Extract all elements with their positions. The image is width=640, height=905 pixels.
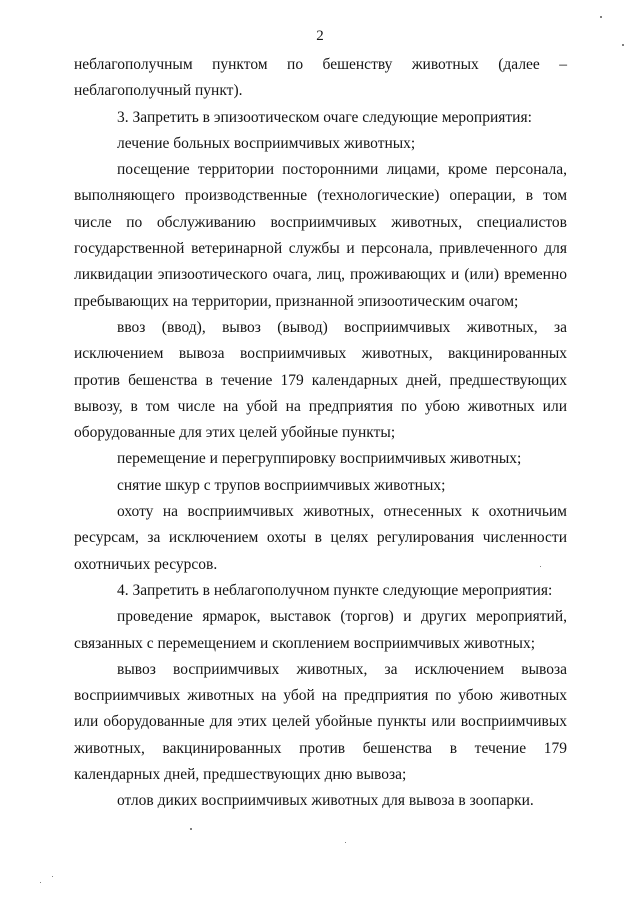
scan-speck bbox=[345, 842, 346, 843]
paragraph-removal-ban: вывоз восприимчивых животных, за исключением вывоза восприимчивых животных на убой на предприятия по убою животных или оборудованные для этих целей убойные пункты или восприимчивых животных, вакцинированных против бешенства в течение 179 календарных дней, предшествующих дню вывоза; bbox=[74, 660, 567, 784]
paragraph-visit-ban: посещение территории посторонними лицами, кроме персонала, выполняющего производственные (технологические) операции, в том числе по обслуживанию восприимчивых животных, специалистов государственной ветеринарной службы и персонала, привлеченного для ликвидации эпизоотического очага, лиц, проживающих и (или) временно пребывающих на территории, признанной эпизоотическим очагом; bbox=[74, 161, 567, 310]
paragraph-intro-continuation: неблагополучным пунктом по бешенству животных (далее – неблагополучный пункт). bbox=[74, 56, 567, 100]
document-body bbox=[74, 52, 567, 815]
paragraph-item-3-heading: 3. Запретить в эпизоотическом очаге следующие мероприятия: bbox=[117, 108, 532, 126]
scan-speck bbox=[540, 566, 541, 567]
paragraph-hunting-ban: охоту на восприимчивых животных, отнесенных к охотничьим ресурсам, за исключением охоты в целях регулирования численности охотничьих ресурсов. bbox=[74, 503, 567, 573]
paragraph-item-4-heading: 4. Запретить в неблагополучном пункте следующие мероприятия: bbox=[117, 581, 553, 599]
scan-speck bbox=[622, 44, 624, 46]
paragraph-skinning-ban: снятие шкур с трупов восприимчивых животных; bbox=[117, 476, 446, 494]
paragraph-import-export-ban: ввоз (ввод), вывоз (вывод) восприимчивых животных, за исключением вывоза восприимчивых животных, вакцинированных против бешенства в течение 179 календарных дней, предшествующих вывозу, в том числе на убой на предприятия по убою животных или оборудованные для этих целей убойные пункты; bbox=[74, 318, 567, 442]
scan-speck bbox=[52, 876, 53, 877]
paragraph-regrouping-ban: перемещение и перегруппировку восприимчивых животных; bbox=[117, 450, 522, 468]
page-number: 2 bbox=[316, 28, 324, 44]
paragraph-capture-ban: отлов диких восприимчивых животных для вывоза в зоопарки. bbox=[117, 792, 534, 810]
scan-speck bbox=[190, 828, 192, 830]
paragraph-treatment-ban: лечение больных восприимчивых животных; bbox=[117, 134, 416, 152]
paragraph-fairs-ban: проведение ярмарок, выставок (торгов) и других мероприятий, связанных с перемещением и скоплением восприимчивых животных; bbox=[74, 608, 567, 652]
scan-speck bbox=[600, 16, 602, 18]
scan-speck bbox=[40, 882, 41, 883]
